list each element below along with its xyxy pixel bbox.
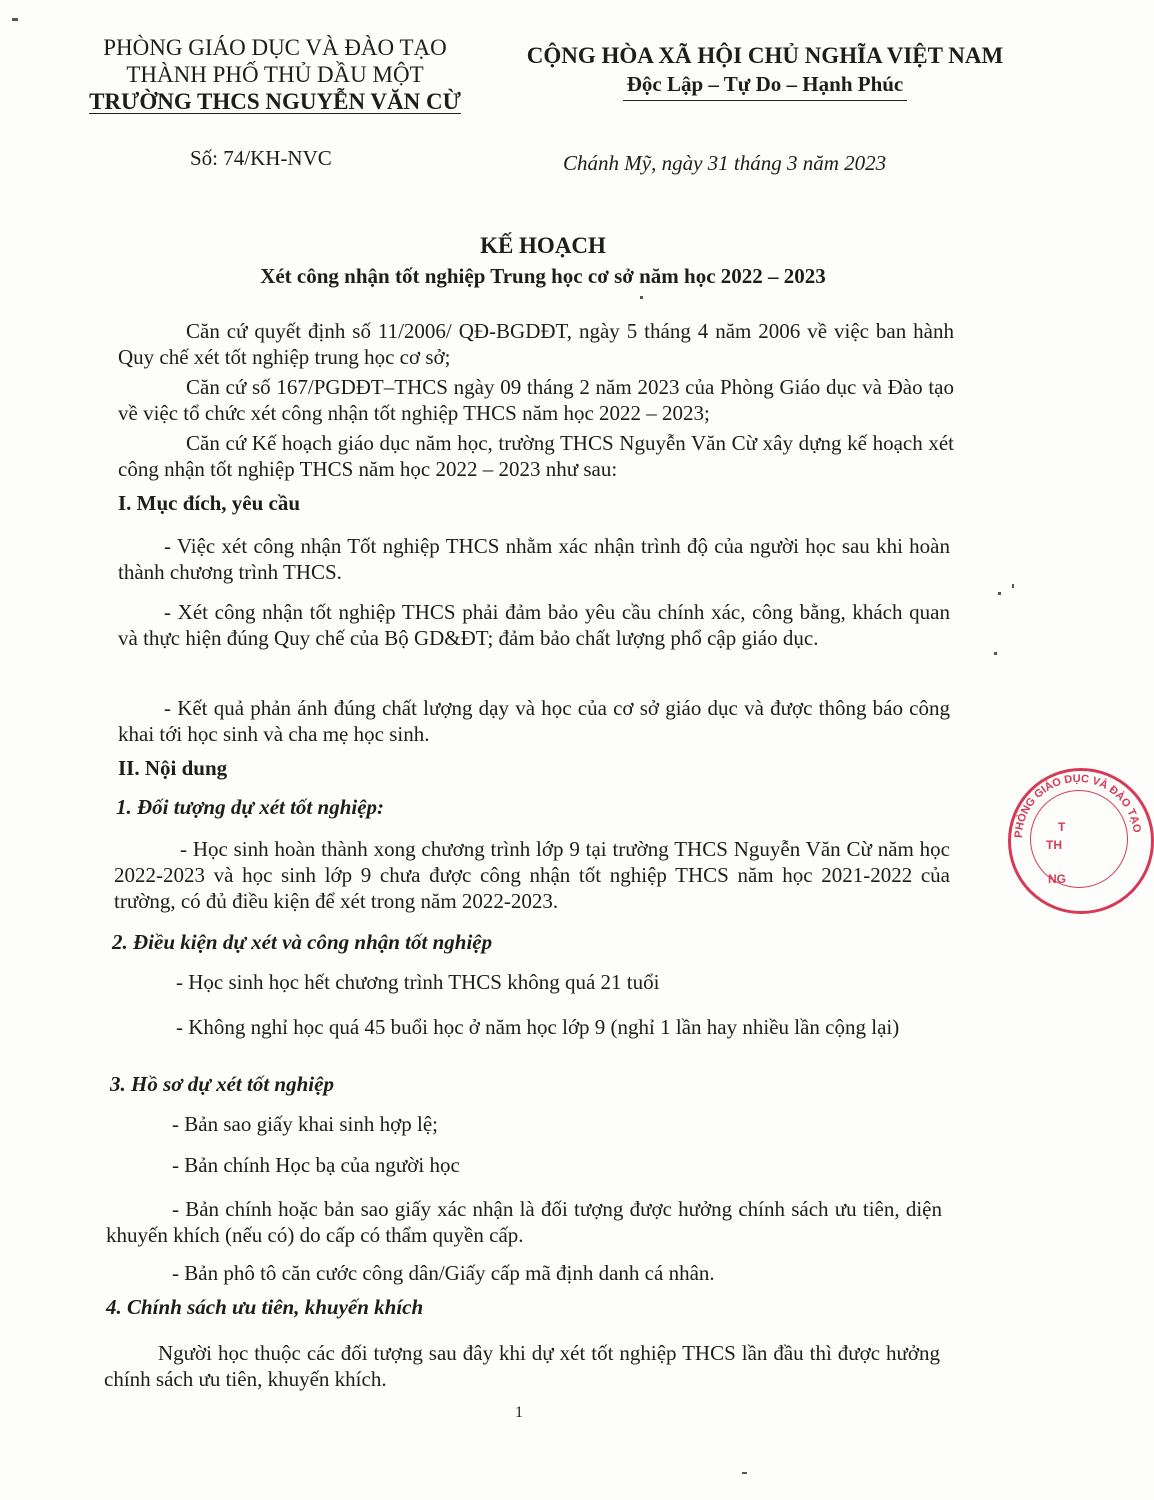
document-number: Số: 74/KH-NVC [190, 146, 332, 170]
section-2-heading: II. Nội dung [118, 756, 228, 780]
preamble-paragraph-1: Căn cứ quyết định số 11/2006/ QĐ-BGDĐT, ngày 5 tháng 4 năm 2006 về việc ban hành Quy chế xét tốt nghiệp trung học cơ sở; [118, 319, 954, 369]
national-motto-block [500, 42, 1030, 101]
subsection-2-item-2: - Không nghỉ học quá 45 buổi học ở năm học lớp 9 (nghỉ 1 lần hay nhiều lần cộng lại) [176, 1015, 900, 1039]
subsection-3-item-2: - Bản chính Học bạ của người học [172, 1153, 460, 1177]
subsection-3-item-4: - Bản phô tô căn cước công dân/Giấy cấp mã định danh cá nhân. [172, 1261, 715, 1285]
document-title: KẾ HOẠCH [480, 233, 606, 258]
scan-speck [12, 18, 18, 21]
stamp-mark-th: TH [1046, 838, 1062, 852]
country-name: CỘNG HÒA XÃ HỘI CHỦ NGHĨA VIỆT NAM [526, 43, 1004, 68]
stamp-ring-label: PHÒNG GIÁO DỤC VÀ ĐÀO TẠO [1012, 772, 1143, 839]
subsection-2-item-1: - Học sinh học hết chương trình THCS không quá 21 tuổi [176, 970, 660, 994]
stamp-mark-t: T [1058, 820, 1066, 834]
preamble-paragraph-3: Căn cứ Kế hoạch giáo dục năm học, trường THCS Nguyễn Văn Cừ xây dựng kế hoạch xét công nhận tốt nghiệp THCS năm học 2022 – 2023 như sau: [118, 431, 954, 481]
scan-speck [998, 592, 1001, 595]
scan-speck [1012, 584, 1014, 588]
place-date: Chánh Mỹ, ngày 31 tháng 3 năm 2023 [563, 151, 887, 175]
subsection-1-text: - Học sinh hoàn thành xong chương trình lớp 9 tại trường THCS Nguyễn Văn Cừ năm học 2022-2023 và học sinh lớp 9 chưa được công nhận tốt nghiệp THCS năm học 2021-2022 của trường, có đủ điều kiện để xét trong năm 2022-2023. [114, 837, 950, 913]
subsection-3-item-1: - Bản sao giấy khai sinh hợp lệ; [172, 1112, 438, 1136]
scan-speck [640, 296, 643, 299]
page-number: 1 [515, 1404, 523, 1421]
section-1-item-3: - Kết quả phản ánh đúng chất lượng dạy và học của cơ sở giáo dục và được thông báo công khai tới học sinh và cha mẹ học sinh. [118, 696, 950, 746]
subsection-3-heading: 3. Hồ sơ dự xét tốt nghiệp [110, 1072, 334, 1096]
subsection-4-heading: 4. Chính sách ưu tiên, khuyến khích [106, 1295, 424, 1319]
preamble-paragraph-2: Căn cứ số 167/PGDĐT–THCS ngày 09 tháng 2 năm 2023 của Phòng Giáo dục và Đào tạo về việc tổ chức xét công nhận tốt nghiệp THCS năm học 2022 – 2023; [118, 375, 954, 425]
agency-line-2: THÀNH PHỐ THỦ DẦU MỘT [126, 62, 424, 87]
stamp-mark-ng: NG [1048, 872, 1066, 886]
stamp-inner-ring [1030, 790, 1128, 888]
agency-line-1: PHÒNG GIÁO DỤC VÀ ĐÀO TẠO [103, 35, 447, 60]
national-motto: Độc Lập – Tự Do – Hạnh Phúc [623, 70, 908, 101]
section-1-heading: I. Mục đích, yêu cầu [118, 491, 301, 515]
scan-speck [742, 1472, 747, 1474]
document-subtitle: Xét công nhận tốt nghiệp Trung học cơ sở năm học 2022 – 2023 [260, 264, 826, 288]
issuing-agency-block [60, 34, 490, 115]
subsection-1-heading: 1. Đối tượng dự xét tốt nghiệp: [116, 795, 385, 819]
section-1-item-1: - Việc xét công nhận Tốt nghiệp THCS nhằm xác nhận trình độ của người học sau khi hoàn thành chương trình THCS. [118, 534, 950, 584]
subsection-2-heading: 2. Điều kiện dự xét và công nhận tốt nghiệp [112, 930, 493, 954]
subsection-3-item-3: - Bản chính hoặc bản sao giấy xác nhận là đối tượng được hưởng chính sách ưu tiên, diện khuyến khích (nếu có) do cấp có thẩm quyền cấp. [106, 1197, 942, 1247]
school-name: TRƯỜNG THCS NGUYỄN VĂN CỪ [89, 89, 461, 114]
scan-speck [994, 652, 997, 655]
section-1-item-2: - Xét công nhận tốt nghiệp THCS phải đảm bảo yêu cầu chính xác, công bằng, khách quan và thực hiện đúng Quy chế của Bộ GD&ĐT; đảm bảo chất lượng phổ cập giáo dục. [118, 600, 950, 650]
subsection-4-text: Người học thuộc các đối tượng sau đây khi dự xét tốt nghiệp THCS lần đầu thì được hưởng chính sách ưu tiên, khuyến khích. [104, 1341, 940, 1391]
